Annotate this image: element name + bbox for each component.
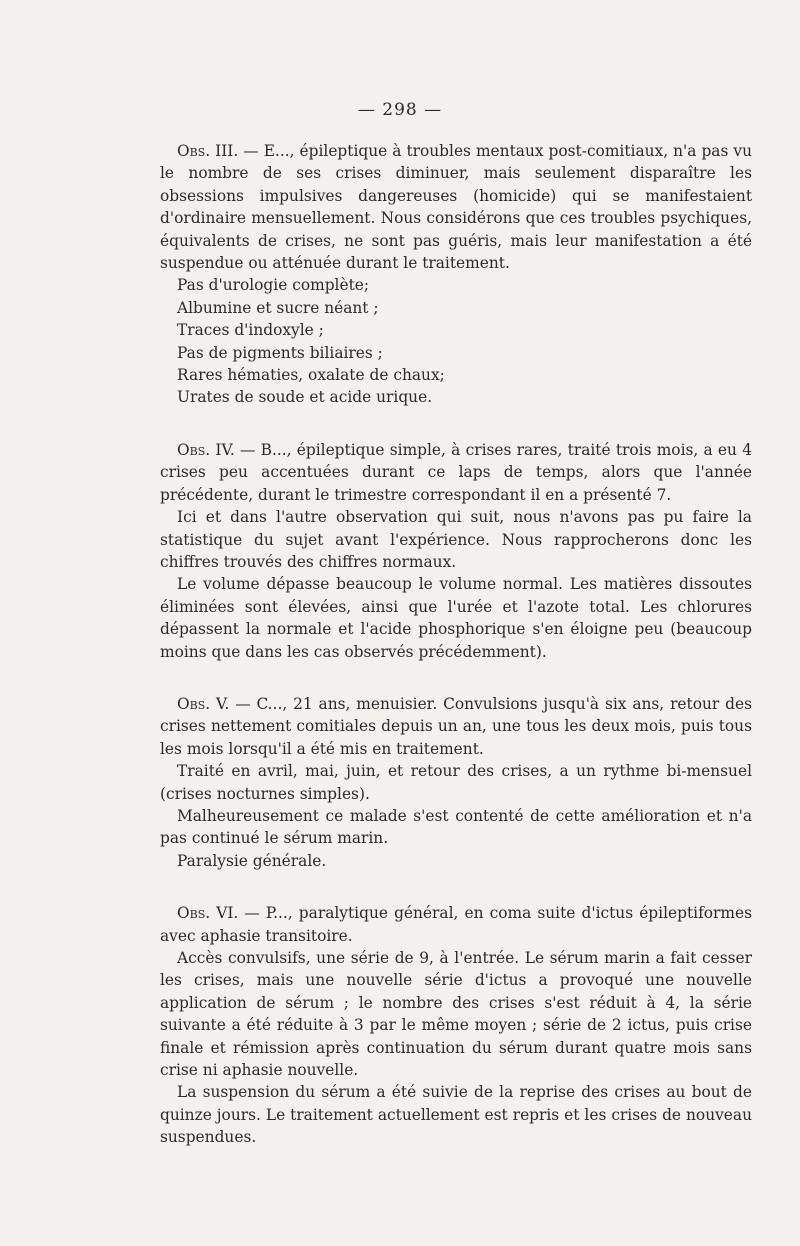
observation-text: — C..., 21 ans, menuisier. Convulsions jusqu'à six ans, retour des crises nettement comitiales depuis un an, une tous les deux mois, puis tous les mois lorsqu'il a été mis en traitement. <box>160 694 752 758</box>
page-number: — 298 — <box>357 100 443 120</box>
observation-paragraph <box>160 902 752 947</box>
paragraph: Ici et dans l'autre observation qui suit, nous n'avons pas pu faire la statistique du sujet avant l'expérience. Nous rapprocherons donc les chiffres trouvés des chiffres normaux. <box>160 508 752 571</box>
list-item: Traces d'indoxyle ; <box>177 321 324 340</box>
paragraph: Accès convulsifs, une série de 9, à l'entrée. Le sérum marin a fait cesser les crises, mais une nouvelle série d'ictus a provoqué une nouvelle application de sérum ; le nombre des crises s'est réduit à 4, la série suivante a été réduite à 3 par le même moyen ; série de 2 ictus, puis crise finale et rémission après continuation du sérum durant quatre mois sans crise ni aphasie nouvelle. <box>160 949 752 1080</box>
observation-paragraph <box>160 693 752 760</box>
observation-text: — E..., épileptique à troubles mentaux post-comitiaux, n'a pas vu le nombre de ses crises diminuer, mais seulement disparaître les obsessions impulsives dangereuses (homicide) qui se manifestaient d'ordinaire mensuellement. Nous considérons que ces troubles psychiques, équivalents de crises, ne sont pas guéris, mais leur manifestation a été suspendue ou atténuée durant le traitement. <box>160 142 752 273</box>
observation-6 <box>160 902 752 1148</box>
observation-paragraph <box>160 439 752 506</box>
page-content <box>160 140 752 1149</box>
observation-label: Obs. VI. <box>177 904 239 923</box>
observation-5 <box>160 693 752 872</box>
paragraph: La suspension du sérum a été suivie de la reprise des crises au bout de quinze jours. Le traitement actuellement est repris et les crises de nouveau suspendues. <box>160 1083 752 1147</box>
observation-text: — B..., épileptique simple, à crises rares, traité trois mois, a eu 4 crises peu accentuées durant ce laps de temps, alors que l'année précédente, durant le trimestre correspondant il en a présenté 7. <box>160 440 752 504</box>
paragraph: Traité en avril, mai, juin, et retour des crises, a un rythme bi-mensuel (crises nocturnes simples). <box>160 762 752 803</box>
list-item: Pas d'urologie complète; <box>177 276 370 295</box>
observation-4 <box>160 439 752 663</box>
list-item: Rares hématies, oxalate de chaux; <box>177 366 445 385</box>
observation-3 <box>160 140 752 409</box>
list-item: Urates de soude et acide urique. <box>177 388 433 407</box>
paragraph: Le volume dépasse beaucoup le volume normal. Les matières dissoutes éliminées sont élevées, ainsi que l'urée et l'azote total. Les chlorures dépassent la normale et l'acide phosphorique s'en éloigne peu (beaucoup moins que dans les cas observés précédemment). <box>160 575 752 661</box>
observation-label: Obs. III. <box>177 142 239 160</box>
observation-label: Obs. V. <box>177 694 230 713</box>
paragraph: Malheureusement ce malade s'est contenté de cette amélioration et n'a pas continué le sérum marin. <box>160 806 752 848</box>
observation-text: — P..., paralytique général, en coma suite d'ictus épileptiformes avec aphasie transitoire. <box>160 904 752 945</box>
list-item: Albumine et sucre néant ; <box>177 298 379 317</box>
observation-label: Obs. IV. <box>177 440 235 459</box>
observation-paragraph <box>160 140 752 274</box>
paragraph: Paralysie générale. <box>177 851 327 870</box>
list-item: Pas de pigments biliaires ; <box>177 343 383 362</box>
